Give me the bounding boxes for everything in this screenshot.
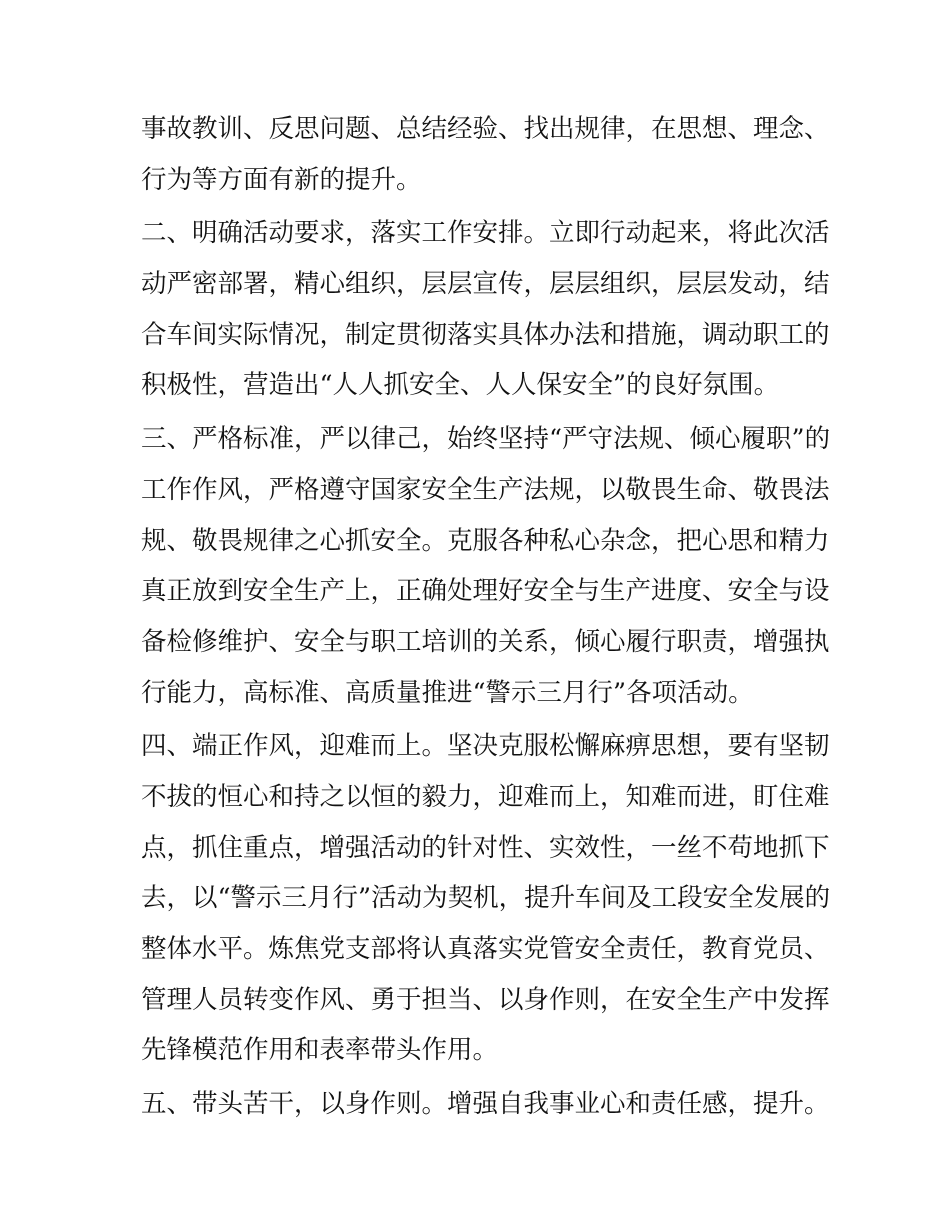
paragraph-section-4 — [141, 721, 831, 1076]
text-line: 先锋模范作用和表率带头作用。 — [141, 1035, 499, 1066]
paragraph-lessons — [141, 104, 830, 205]
text-line: 工作作风，严格遵守国家安全生产法规，以敬畏生命、敬畏法 — [141, 474, 830, 505]
text-line: 整体水平。炼焦党支部将认真落实党管安全责任，教育党员、 — [141, 934, 830, 964]
paragraph-section-5 — [141, 1079, 830, 1130]
text-line: 合车间实际情况，制定贯彻落实具体办法和措施，调动职工的 — [141, 319, 830, 350]
text-line: 备检修维护、安全与职工培训的关系，倾心履行职责，增强执 — [141, 626, 830, 657]
text-line: 二、明确活动要求，落实工作安排。立即行动起来，将此次活 — [141, 218, 830, 249]
text-line: 点，抓住重点，增强活动的针对性、实效性，一丝不苟地抓下 — [141, 832, 830, 863]
text-line: 行为等方面有新的提升。 — [141, 164, 422, 195]
document-body — [141, 104, 831, 1130]
text-line: 动严密部署，精心组织，层层宣传，层层组织，层层发动，结 — [141, 269, 830, 300]
text-line: 规、敬畏规律之心抓安全。克服各种私心杂念，把心思和精力 — [141, 525, 830, 556]
text-line: 五、带头苦干，以身作则。增强自我事业心和责任感，提升。 — [141, 1089, 830, 1120]
text-line: 去，以“警示三月行”活动为契机，提升车间及工段安全发展的 — [141, 883, 831, 914]
text-line: 真正放到安全生产上，正确处理好安全与生产进度、安全与设 — [141, 576, 830, 607]
text-line: 管理人员转变作风、勇于担当、以身作则，在安全生产中发挥 — [141, 984, 830, 1015]
text-line: 积极性，营造出“人人抓安全、人人保安全”的良好氛围。 — [141, 370, 780, 401]
text-line: 不拔的恒心和持之以恒的毅力，迎难而上，知难而进，盯住难 — [141, 781, 830, 812]
text-line: 四、端正作风，迎难而上。坚决克服松懈麻痹思想，要有坚韧 — [141, 731, 830, 762]
text-line: 事故教训、反思问题、总结经验、找出规律，在思想、理念、 — [141, 114, 830, 144]
text-line: 行能力，高标准、高质量推进“警示三月行”各项活动。 — [141, 677, 754, 708]
paragraph-section-3 — [141, 414, 831, 718]
paragraph-section-2 — [141, 208, 830, 411]
text-line: 三、严格标准，严以律己，始终坚持“严守法规、倾心履职”的 — [141, 424, 831, 455]
